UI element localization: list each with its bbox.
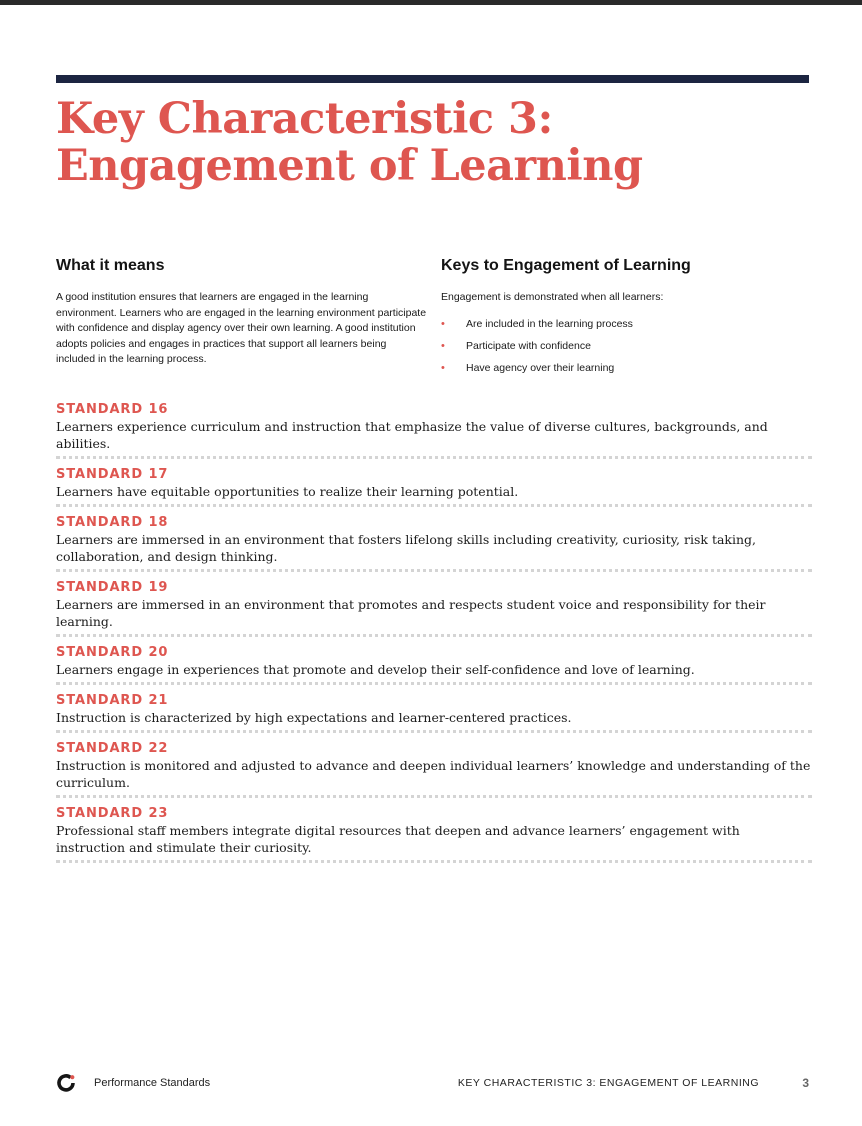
list-item — [441, 361, 813, 376]
keys-section — [441, 256, 813, 383]
standard-text: Learners engage in experiences that promote and develop their self-confidence and love of learning. — [56, 662, 695, 677]
key-item-text: Participate with confidence — [466, 339, 591, 352]
standard-label: STANDARD 16 — [56, 402, 169, 417]
standard-label: STANDARD 21 — [56, 693, 169, 708]
standard-label: STANDARD 19 — [56, 580, 169, 595]
standard-item — [56, 515, 812, 572]
keys-list — [441, 317, 813, 376]
standard-item — [56, 806, 812, 863]
list-item — [441, 317, 813, 332]
cognia-logo-icon — [56, 1073, 76, 1093]
standard-item — [56, 693, 812, 733]
standard-item — [56, 402, 812, 459]
standard-label: STANDARD 22 — [56, 741, 169, 756]
key-item-text: Have agency over their learning — [466, 361, 615, 374]
standard-text: Learners experience curriculum and instruction that emphasize the value of diverse cultures, backgrounds, and abilities. — [56, 419, 768, 451]
standard-label: STANDARD 23 — [56, 806, 169, 821]
keys-intro: Engagement is demonstrated when all learners: — [441, 291, 664, 303]
what-it-means-heading: What it means — [56, 257, 165, 274]
standard-item — [56, 741, 812, 798]
bullet-icon: • — [441, 361, 445, 374]
standard-text: Instruction is characterized by high expectations and learner-centered practices. — [56, 710, 572, 725]
standard-text: Learners are immersed in an environment that promotes and respects student voice and responsibility for their learning. — [56, 597, 766, 629]
standards-list — [56, 402, 812, 871]
what-it-means-section — [56, 256, 428, 368]
footer-section-title: KEY CHARACTERISTIC 3: ENGAGEMENT OF LEARNING — [457, 1077, 759, 1089]
page-footer — [56, 1072, 809, 1094]
list-item — [441, 339, 813, 354]
what-it-means-body: A good institution ensures that learners are engaged in the learning environment. Learners who are engaged in the learning environment participate with confidence and display agency over their own learning. A good institution adopts policies and engages in practices that support all learners being included in the learning process. — [56, 291, 427, 365]
page-number: 3 — [802, 1076, 809, 1090]
page-title — [56, 96, 816, 190]
top-edge-strip — [0, 0, 862, 5]
standard-text: Learners are immersed in an environment that fosters lifelong skills including creativity, curiosity, risk taking, collaboration, and design thinking. — [56, 532, 757, 564]
bullet-icon: • — [441, 339, 445, 352]
key-item-text: Are included in the learning process — [466, 317, 633, 330]
standard-text: Learners have equitable opportunities to realize their learning potential. — [56, 484, 519, 499]
title-line-2: Engagement of Learning — [56, 141, 643, 191]
standard-label: STANDARD 17 — [56, 467, 169, 482]
footer-doc-title: Performance Standards — [94, 1077, 211, 1089]
standard-item — [56, 645, 812, 685]
standard-text: Professional staff members integrate digital resources that deepen and advance learners’ engagement with instruction and stimulate their curiosity. — [56, 823, 740, 855]
title-line-1: Key Characteristic 3: — [56, 94, 553, 144]
standard-label: STANDARD 18 — [56, 515, 169, 530]
standard-text: Instruction is monitored and adjusted to advance and deepen individual learners’ knowledge and understanding of the curriculum. — [56, 758, 811, 790]
header-rule — [56, 75, 809, 83]
standard-label: STANDARD 20 — [56, 645, 169, 660]
keys-heading: Keys to Engagement of Learning — [441, 257, 691, 274]
standard-item — [56, 467, 812, 507]
bullet-icon: • — [441, 317, 445, 330]
standard-item — [56, 580, 812, 637]
